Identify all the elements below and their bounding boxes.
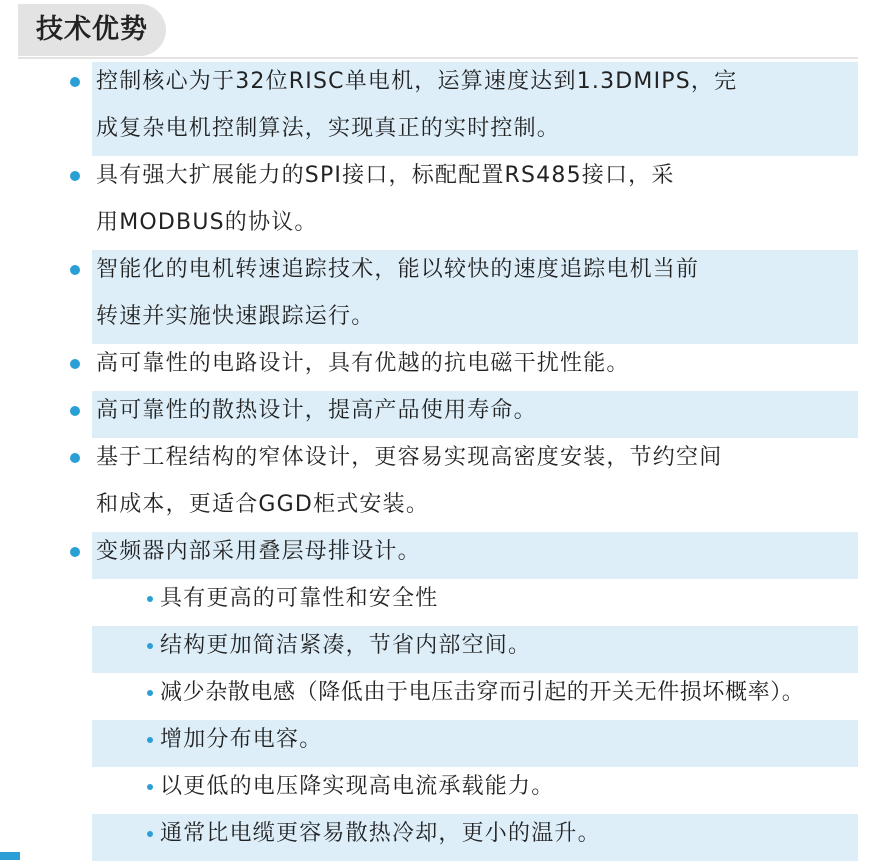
sub-bullet-dot: [147, 737, 153, 743]
feature-text: 高可靠性的散热设计，提高产品使用寿命。: [96, 398, 537, 423]
section-title: 技术优势: [36, 14, 148, 45]
feature-text: 高可靠性的电路设计，具有优越的抗电磁干扰性能。: [96, 351, 630, 376]
bullet-dot: [70, 359, 80, 369]
header-divider: [18, 57, 858, 59]
sub-bullet-dot: [147, 690, 153, 696]
sub-bullet-dot: [147, 831, 153, 837]
feature-text: 变频器内部采用叠层母排设计。: [96, 539, 421, 564]
feature-text: 用MODBUS的协议。: [96, 210, 318, 235]
bullet-dot: [70, 406, 80, 416]
feature-text: 控制核心为于32位RISC单电机，运算速度达到1.3DMIPS，完: [96, 69, 738, 94]
bullet-dot: [70, 547, 80, 557]
feature-text: 具有强大扩展能力的SPI接口，标配配置RS485接口，采: [96, 163, 675, 188]
section-header: [18, 4, 166, 56]
feature-text: 转速并实施快速跟踪运行。: [96, 304, 375, 329]
bullet-dot: [70, 453, 80, 463]
sub-feature-text: 结构更加简洁紧凑，节省内部空间。: [160, 633, 532, 658]
sub-bullet-dot: [147, 784, 153, 790]
feature-text: 和成本，更适合GGD柜式安装。: [96, 492, 430, 517]
bullet-dot: [70, 265, 80, 275]
feature-text: 基于工程结构的窄体设计，更容易实现高密度安装，节约空间: [96, 445, 723, 470]
sub-bullet-dot: [147, 596, 153, 602]
sub-feature-text: 增加分布电容。: [160, 727, 323, 752]
feature-text: 智能化的电机转速追踪技术，能以较快的速度追踪电机当前: [96, 257, 700, 282]
sub-bullet-dot: [147, 643, 153, 649]
feature-text: 成复杂电机控制算法，实现真正的实时控制。: [96, 116, 561, 141]
page-corner-mark: [0, 852, 20, 860]
sub-feature-text: 具有更高的可靠性和安全性: [160, 586, 439, 611]
sub-feature-text: 以更低的电压降实现高电流承载能力。: [160, 774, 555, 799]
sub-feature-text: 减少杂散电感（降低由于电压击穿而引起的开关无件损坏概率）。: [160, 680, 805, 705]
bullet-dot: [70, 77, 80, 87]
sub-feature-text: 通常比电缆更容易散热冷却，更小的温升。: [160, 821, 601, 846]
bullet-dot: [70, 171, 80, 181]
